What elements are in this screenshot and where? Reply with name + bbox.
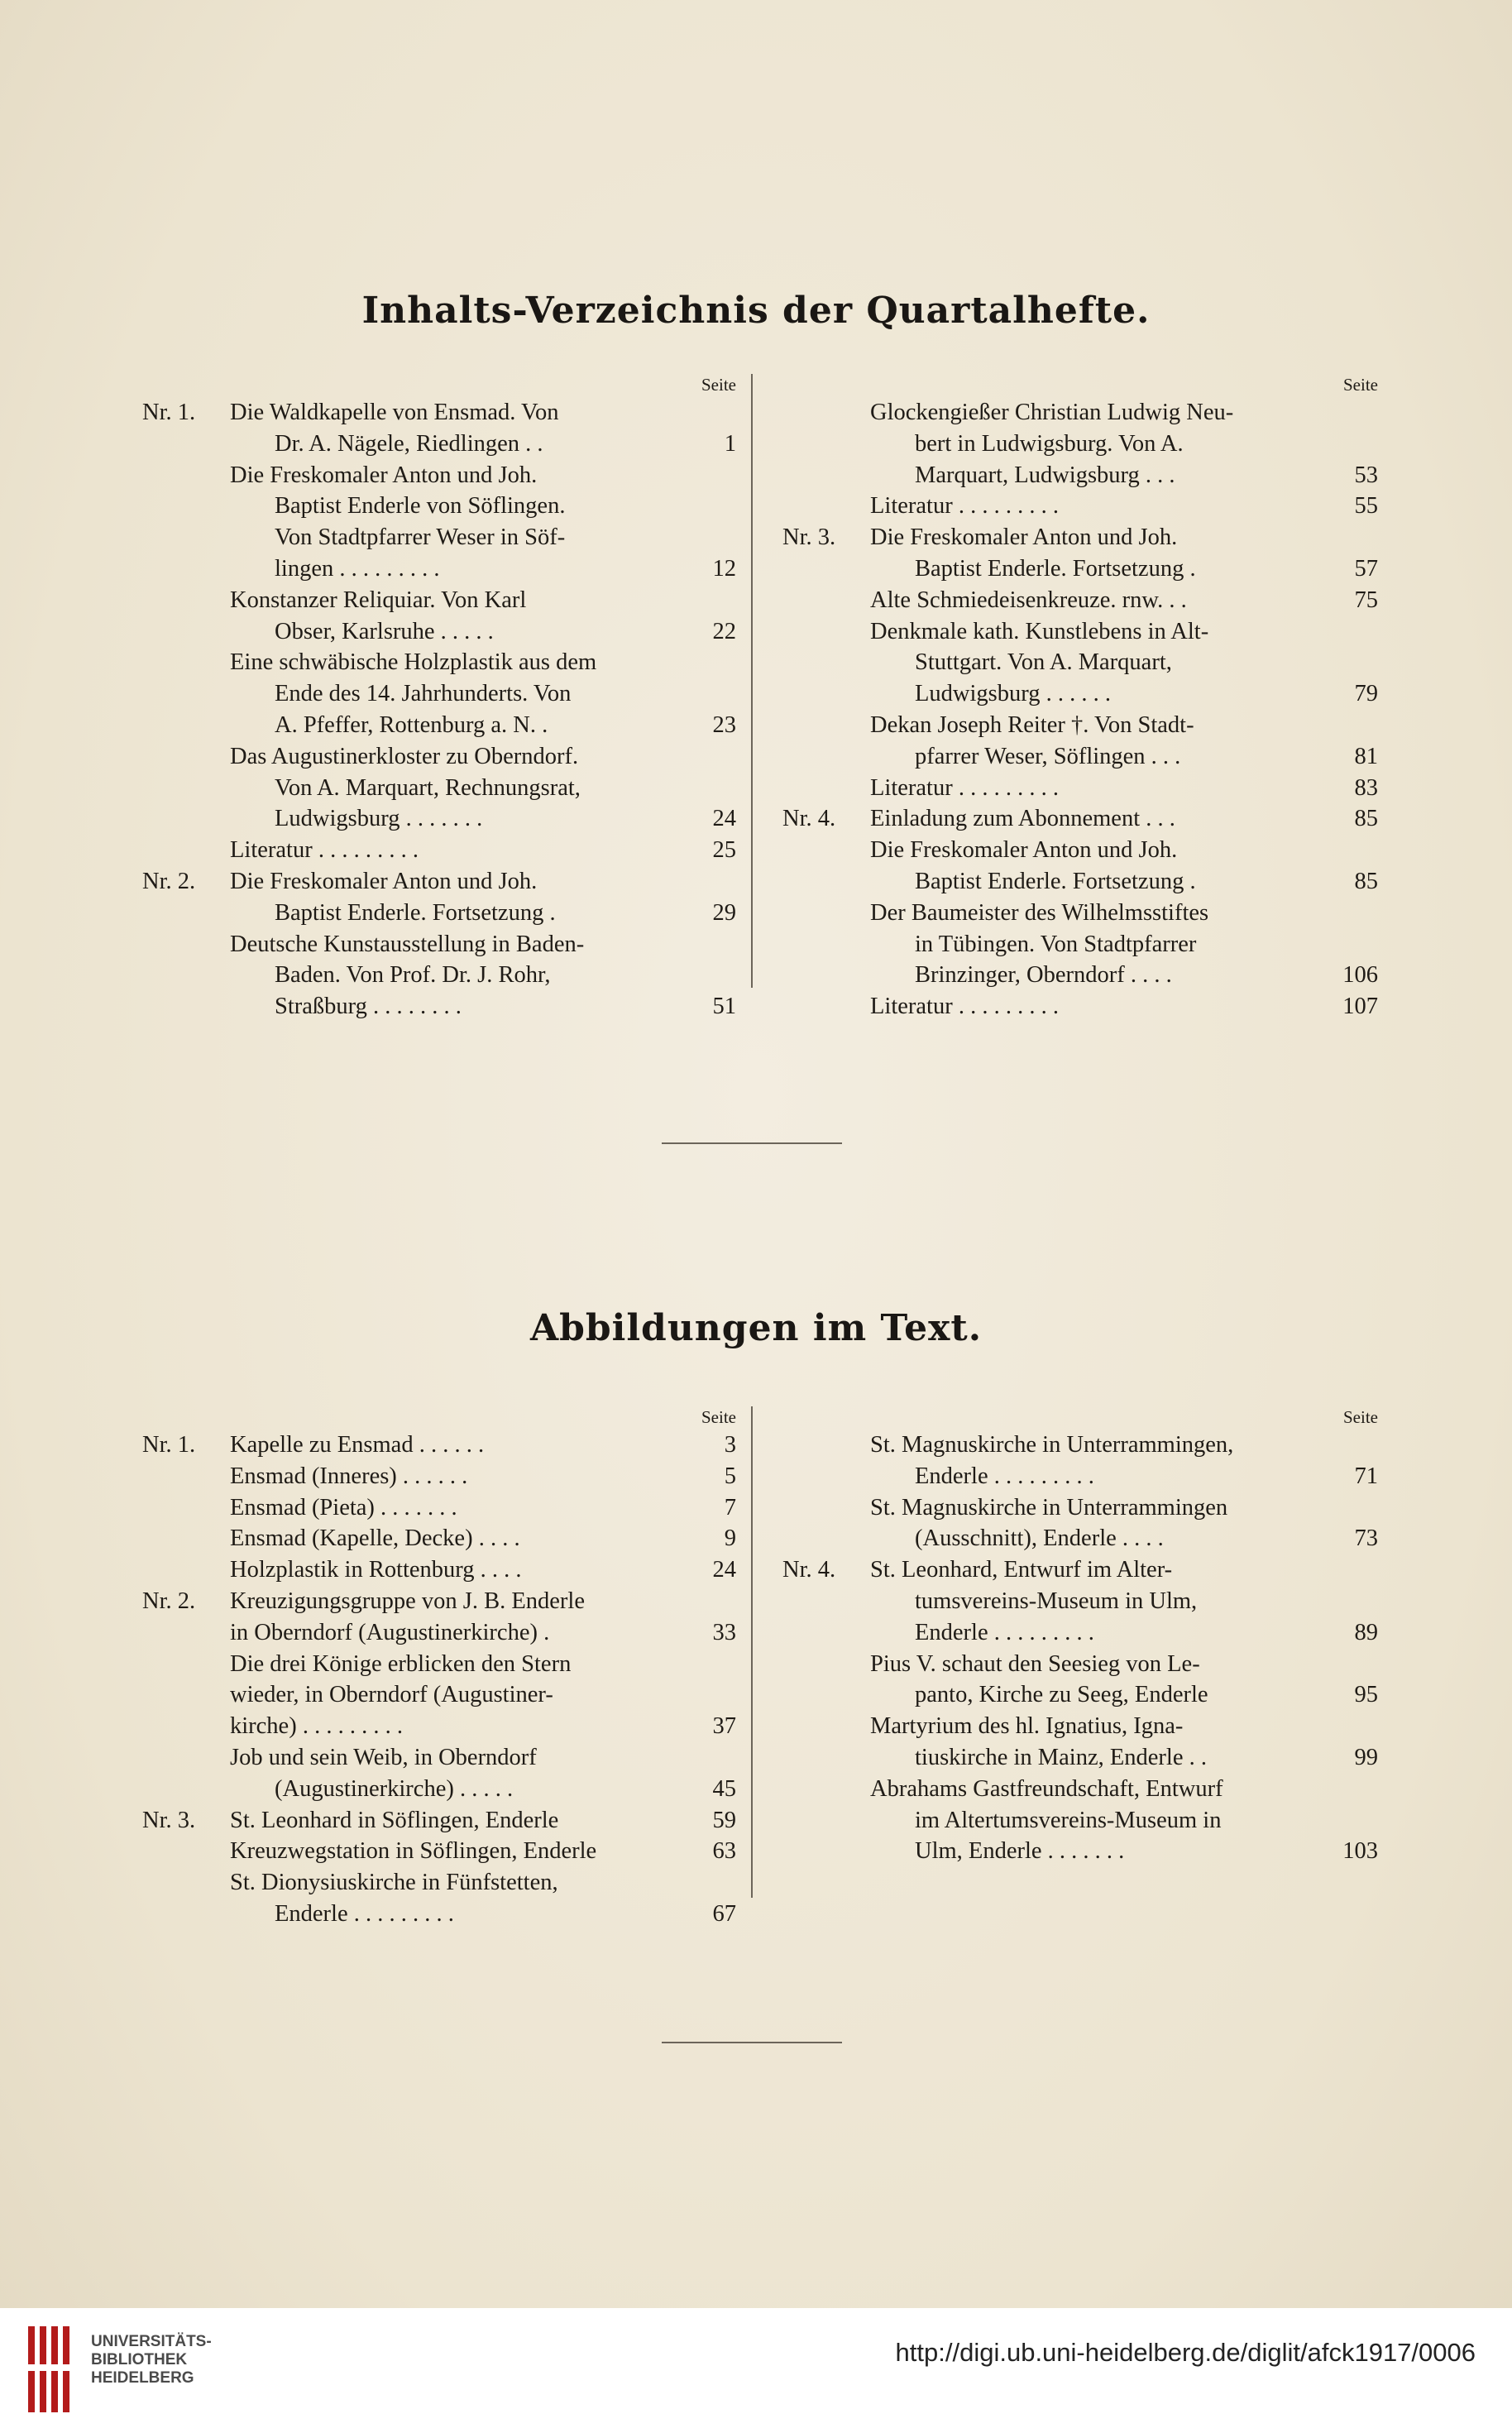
entry-title: A. Pfeffer, Rottenburg a. N. . — [275, 711, 548, 738]
entry-title: Denkmale kath. Kunstlebens in Alt- — [870, 618, 1209, 644]
entry-title: Enderle . . . . . . . . . — [915, 1463, 1094, 1489]
entry-title: panto, Kirche zu Seeg, Enderle — [915, 1682, 1208, 1708]
logo-text-line2: BIBLIOTHEK — [91, 2351, 188, 2368]
figures-entry — [782, 1554, 1378, 1586]
figures-entry — [782, 1836, 1378, 1867]
entry-title: Straßburg . . . . . . . . — [275, 994, 462, 1020]
entry-title: Kreuzigungsgruppe von J. B. Enderle — [230, 1588, 585, 1614]
entry-title: Ulm, Enderle . . . . . . . — [915, 1838, 1125, 1865]
section-divider — [662, 2042, 842, 2043]
page-number: 37 — [712, 1713, 736, 1740]
issue-number: Nr. 1. — [142, 1432, 196, 1458]
contents-entry — [142, 866, 736, 898]
logo-text-line1: UNIVERSITÄTS- — [91, 2333, 212, 2350]
contents-column-divider — [751, 374, 753, 988]
issue-number: Nr. 2. — [142, 1588, 196, 1614]
entry-title: im Altertumsvereins-Museum in — [915, 1807, 1222, 1833]
entry-title: (Augustinerkirche) . . . . . — [275, 1775, 514, 1802]
contents-entry — [142, 522, 736, 553]
figures-entry — [782, 1679, 1378, 1711]
figures-entry — [142, 1649, 736, 1680]
entry-title: (Ausschnitt), Enderle . . . . — [915, 1525, 1164, 1552]
page-number: 22 — [712, 618, 736, 644]
page-number: 24 — [712, 1557, 736, 1583]
entry-title: Baptist Enderle. Fortsetzung . — [275, 899, 556, 926]
contents-entry — [782, 866, 1378, 898]
entry-title: pfarrer Weser, Söflingen . . . — [915, 743, 1181, 769]
figures-entry — [142, 1899, 736, 1930]
page-number: 9 — [724, 1525, 736, 1552]
figures-entry — [782, 1492, 1378, 1524]
entry-title: Obser, Karlsruhe . . . . . — [275, 618, 494, 644]
entry-title: Eine schwäbische Holzplastik aus dem — [230, 649, 597, 676]
entry-title: St. Dionysiuskirche in Fünfstetten, — [230, 1870, 558, 1896]
entry-title: tiuskirche in Mainz, Enderle . . — [915, 1744, 1207, 1770]
contents-entry — [142, 803, 736, 835]
contents-left-column — [142, 372, 736, 1023]
figures-entry — [142, 1774, 736, 1805]
contents-entry — [782, 397, 1378, 429]
figures-entry — [782, 1461, 1378, 1492]
university-library-logo-icon — [23, 2323, 81, 2416]
entry-title: tumsvereins-Museum in Ulm, — [915, 1588, 1198, 1614]
entry-title: Ensmad (Inneres) . . . . . . — [230, 1463, 468, 1489]
contents-entry — [782, 647, 1378, 678]
entry-title: Ensmad (Kapelle, Decke) . . . . — [230, 1525, 520, 1552]
contents-entry — [142, 960, 736, 991]
figures-entry — [142, 1523, 736, 1554]
entry-title: St. Magnuskirche in Unterrammingen — [870, 1494, 1228, 1521]
entry-title: Einladung zum Abonnement . . . — [870, 806, 1175, 832]
figures-entry — [782, 1586, 1378, 1617]
figures-entry — [142, 1711, 736, 1742]
contents-entry — [142, 991, 736, 1023]
seite-label: Seite — [1343, 1407, 1378, 1427]
source-url-link[interactable]: http://digi.ub.uni-heidelberg.de/diglit/afck1917/0006 — [895, 2338, 1476, 2367]
entry-title: Stuttgart. Von A. Marquart, — [915, 649, 1172, 676]
figures-entry — [142, 1805, 736, 1837]
page-number: 51 — [712, 994, 736, 1020]
entry-title: Pius V. schaut den Seesieg von Le- — [870, 1650, 1200, 1677]
entry-title: Enderle . . . . . . . . . — [275, 1900, 454, 1927]
logo-text-line3: HEIDELBERG — [91, 2369, 194, 2387]
figures-left-column — [142, 1405, 736, 1930]
figures-entry — [142, 1430, 736, 1461]
page-number: 63 — [712, 1838, 736, 1865]
entry-title: Literatur . . . . . . . . . — [870, 774, 1059, 801]
seite-label: Seite — [701, 375, 736, 395]
page-number: 1 — [724, 430, 736, 457]
entry-title: Dr. A. Nägele, Riedlingen . . — [275, 430, 543, 457]
entry-title: St. Leonhard in Söflingen, Enderle — [230, 1807, 559, 1833]
figures-entry — [782, 1774, 1378, 1805]
figures-entry — [782, 1649, 1378, 1680]
entry-title: Der Baumeister des Wilhelmsstiftes — [870, 899, 1209, 926]
entry-title: Ensmad (Pieta) . . . . . . . — [230, 1494, 457, 1521]
page-number: 59 — [712, 1807, 736, 1833]
contents-entry — [782, 429, 1378, 460]
page-number: 53 — [1354, 462, 1378, 488]
contents-entry — [782, 835, 1378, 866]
contents-entry — [142, 835, 736, 866]
entry-title: bert in Ludwigsburg. Von A. — [915, 430, 1184, 457]
contents-entry — [782, 929, 1378, 960]
page-number: 95 — [1354, 1682, 1378, 1708]
contents-heading: Inhalts-Verzeichnis der Quartalhefte. — [361, 290, 1151, 332]
entry-title: Die Freskomaler Anton und Joh. — [870, 524, 1178, 551]
figures-column-divider — [751, 1406, 753, 1898]
contents-entry — [782, 522, 1378, 553]
figures-entry — [142, 1742, 736, 1774]
entry-title: Brinzinger, Oberndorf . . . . — [915, 962, 1172, 989]
contents-entry — [142, 647, 736, 678]
page-number: 5 — [724, 1463, 736, 1489]
page-number: 67 — [712, 1900, 736, 1927]
figures-entry — [142, 1836, 736, 1867]
issue-number: Nr. 3. — [142, 1807, 196, 1833]
page-number: 7 — [724, 1494, 736, 1521]
page-number: 85 — [1354, 868, 1378, 894]
entry-title: Konstanzer Reliquiar. Von Karl — [230, 587, 527, 613]
contents-entry — [782, 491, 1378, 522]
contents-entry — [142, 460, 736, 491]
contents-entry — [782, 773, 1378, 804]
page-number: 81 — [1354, 743, 1378, 769]
entry-title: Baptist Enderle. Fortsetzung . — [915, 555, 1196, 582]
entry-title: Baden. Von Prof. Dr. J. Rohr, — [275, 962, 551, 989]
figures-entry — [782, 1711, 1378, 1742]
entry-title: Abrahams Gastfreundschaft, Entwurf — [870, 1775, 1223, 1802]
entry-title: Kreuzwegstation in Söflingen, Enderle — [230, 1838, 597, 1865]
entry-title: Martyrium des hl. Ignatius, Igna- — [870, 1713, 1184, 1740]
contents-entry — [782, 616, 1378, 648]
entry-title: St. Leonhard, Entwurf im Alter- — [870, 1557, 1173, 1583]
entry-title: Kapelle zu Ensmad . . . . . . — [230, 1432, 485, 1458]
page-number: 29 — [712, 899, 736, 926]
contents-entry — [142, 585, 736, 616]
page-number: 71 — [1354, 1463, 1378, 1489]
contents-entry — [142, 929, 736, 960]
contents-entry — [782, 898, 1378, 929]
entry-title: Von A. Marquart, Rechnungsrat, — [275, 774, 581, 801]
issue-number: Nr. 4. — [782, 806, 836, 832]
page-number: 33 — [712, 1619, 736, 1645]
contents-entry — [782, 553, 1378, 585]
page-number: 23 — [712, 711, 736, 738]
figures-entry — [142, 1461, 736, 1492]
page-number: 99 — [1354, 1744, 1378, 1770]
page-number: 55 — [1354, 493, 1378, 520]
page-number: 12 — [712, 555, 736, 582]
figures-entry — [142, 1679, 736, 1711]
contents-entry — [142, 898, 736, 929]
figures-heading: Abbildungen im Text. — [529, 1307, 983, 1349]
figures-entry — [782, 1523, 1378, 1554]
contents-entry — [782, 678, 1378, 710]
entry-title: Literatur . . . . . . . . . — [870, 493, 1059, 520]
contents-right-column — [782, 372, 1378, 1023]
contents-entry — [142, 397, 736, 429]
figures-entry — [142, 1554, 736, 1586]
entry-title: Die Freskomaler Anton und Joh. — [230, 868, 538, 894]
entry-title: Literatur . . . . . . . . . — [870, 994, 1059, 1020]
entry-title: Literatur . . . . . . . . . — [230, 837, 419, 864]
entry-title: Die Waldkapelle von Ensmad. Von — [230, 400, 559, 425]
entry-title: Die Freskomaler Anton und Joh. — [230, 462, 538, 488]
figures-entry — [142, 1492, 736, 1524]
entry-title: Baptist Enderle von Söflingen. — [275, 493, 566, 520]
entry-title: Von Stadtpfarrer Weser in Söf- — [275, 524, 566, 551]
entry-title: Ende des 14. Jahrhunderts. Von — [275, 681, 572, 707]
entry-title: Marquart, Ludwigsburg . . . — [915, 462, 1175, 488]
contents-entry — [142, 553, 736, 585]
entry-title: Enderle . . . . . . . . . — [915, 1619, 1094, 1645]
contents-entry — [142, 678, 736, 710]
contents-entry — [782, 991, 1378, 1023]
figures-entry — [782, 1742, 1378, 1774]
entry-title: Dekan Joseph Reiter †. Von Stadt- — [870, 711, 1194, 738]
page-number: 79 — [1354, 681, 1378, 707]
contents-entry — [782, 460, 1378, 491]
contents-entry — [782, 960, 1378, 991]
page-number: 89 — [1354, 1619, 1378, 1645]
entry-title: lingen . . . . . . . . . — [275, 555, 440, 582]
entry-title: Deutsche Kunstausstellung in Baden- — [230, 931, 585, 957]
contents-entry — [142, 429, 736, 460]
page-number: 24 — [712, 806, 736, 832]
page-number: 106 — [1342, 962, 1378, 989]
entry-title: Die drei Könige erblicken den Stern — [230, 1650, 572, 1677]
entry-title: Job und sein Weib, in Oberndorf — [230, 1744, 537, 1770]
figures-entry — [142, 1867, 736, 1899]
figures-entry — [142, 1617, 736, 1649]
footer-bar — [0, 2308, 1512, 2433]
issue-number: Nr. 2. — [142, 868, 196, 894]
figures-entry — [782, 1617, 1378, 1649]
figures-entry — [782, 1430, 1378, 1461]
entry-title: kirche) . . . . . . . . . — [230, 1713, 403, 1740]
issue-number: Nr. 4. — [782, 1557, 836, 1583]
entry-title: Holzplastik in Rottenburg . . . . — [230, 1557, 522, 1583]
entry-title: Alte Schmiedeisenkreuze. rnw. . . — [870, 587, 1187, 613]
seite-label: Seite — [701, 1407, 736, 1427]
page-number: 3 — [724, 1432, 736, 1458]
issue-number: Nr. 1. — [142, 400, 196, 425]
contents-entry — [782, 741, 1378, 773]
entry-title: Ludwigsburg . . . . . . . — [275, 806, 483, 832]
contents-entry — [142, 616, 736, 648]
page-number: 25 — [712, 837, 736, 864]
figures-right-column — [782, 1405, 1378, 1867]
contents-entry — [142, 491, 736, 522]
page-number: 107 — [1342, 994, 1378, 1020]
issue-number: Nr. 3. — [782, 524, 836, 551]
entry-title: St. Magnuskirche in Unterrammingen, — [870, 1432, 1234, 1458]
entry-title: Die Freskomaler Anton und Joh. — [870, 837, 1178, 864]
page-number: 57 — [1354, 555, 1378, 582]
entry-title: Das Augustinerkloster zu Oberndorf. — [230, 743, 579, 769]
section-divider — [662, 1142, 842, 1144]
contents-entry — [782, 710, 1378, 741]
contents-entry — [142, 773, 736, 804]
page-number: 45 — [712, 1775, 736, 1802]
seite-label: Seite — [1343, 375, 1378, 395]
entry-title: in Oberndorf (Augustinerkirche) . — [230, 1619, 550, 1645]
page-number: 103 — [1342, 1838, 1378, 1865]
contents-entry — [782, 803, 1378, 835]
contents-entry — [782, 585, 1378, 616]
entry-title: in Tübingen. Von Stadtpfarrer — [915, 931, 1197, 957]
page-number: 75 — [1354, 587, 1378, 613]
figures-entry — [782, 1805, 1378, 1837]
page-number: 83 — [1354, 774, 1378, 801]
page-number: 85 — [1354, 806, 1378, 832]
entry-title: Glockengießer Christian Ludwig Neu- — [870, 400, 1234, 425]
entry-title: wieder, in Oberndorf (Augustiner- — [230, 1682, 553, 1708]
entry-title: Ludwigsburg . . . . . . — [915, 681, 1111, 707]
figures-entry — [142, 1586, 736, 1617]
contents-entry — [142, 741, 736, 773]
entry-title: Baptist Enderle. Fortsetzung . — [915, 868, 1196, 894]
page-number: 73 — [1354, 1525, 1378, 1552]
contents-entry — [142, 710, 736, 741]
